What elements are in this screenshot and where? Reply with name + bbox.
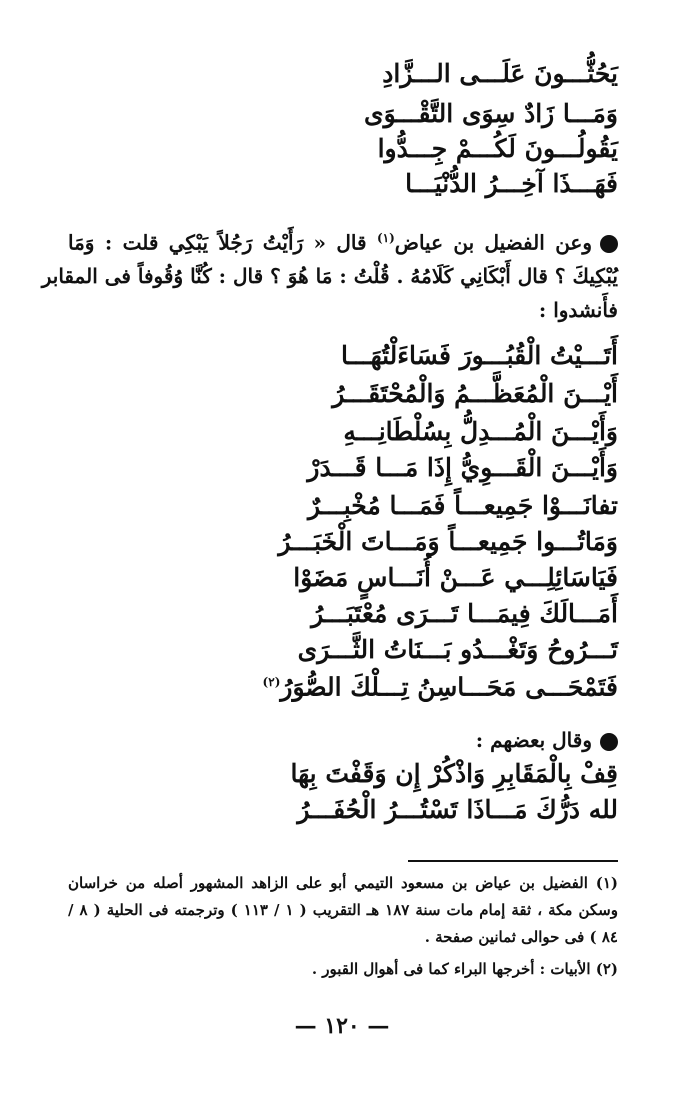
verse-line [263,666,618,703]
prose-text: وقال بعضهم : [475,728,592,752]
footnote-ref: (١) [376,231,395,245]
verse-line: وَمَـــا زَادٌ سِوَى التَّقْـــوَى [364,99,618,128]
prose-line [476,724,618,756]
prose-text: وعن الفضيل بن عياض [394,230,593,255]
footnote-separator [408,860,618,862]
verse-line: قِفْ بِالْمَقَابِرِ وَاذْكُرْ إِن وَقَفْتَ بِهَا [290,759,618,788]
verse-line: أَتَـــيْتُ الْقُبُـــورَ فَسَاءَلْتُهَـــا [341,341,618,370]
prose-text: قال « رَأَيْتُ رَجُلاً يَبْكِي قلت : وَمَا [68,230,367,255]
verse-line: وَمَاتُـــوا جَمِيعـــاً وَمَـــاتَ الْخَبَـــرُ [278,527,618,556]
verse-line: يَقُولُـــونَ لَكُـــمْ جِـــدُّوا [377,134,618,163]
bullet-icon [600,235,618,253]
prose-line [68,222,618,259]
verse-line: أَمَـــالَكَ فِيمَـــا تَـــرَى مُعْتَبَـــرُ [311,599,618,628]
prose-line: فأَنشدوا : [538,298,618,322]
verse-line: وَأَيْـــنَ الْقَـــوِيُّ إِذَا مَـــا قَـــدَرْ [307,453,618,482]
verse-line: فَيَاسَائِلِـــي عَـــنْ أُنَـــاسٍ مَضَوْا [293,563,618,592]
verse-line: تفانَـــوْا جَمِيعـــاً فَمَـــا مُخْبِـــرٌ [307,491,618,520]
page-number: — ١٢٠ — [294,1013,390,1039]
verse-line: لله دَرُّكَ مَـــاذَا تَسْتُـــرُ الْحُفَـــرُ [297,795,618,824]
verse-line: تَـــرُوحُ وَتَغْـــدُو بَـــنَاتُ الثَّـــرَى [297,635,618,664]
footnote: (٢) الأبيات : أخرجها البراء كما فى أهوال القبور . [311,960,618,978]
verse-line: وَأَيْـــنَ الْمُـــدِلُّ بِسُلْطَانِـــهِ [343,417,618,446]
bullet-icon [600,733,618,751]
footnote-ref: (٢) [262,675,281,689]
verse-text: فَتَمْحَـــى مَحَـــاسِنُ تِـــلْكَ الصُّوَرُ [280,672,618,702]
verse-line: يَحُثُّـــونَ عَلَـــى الـــزَّادِ [382,59,618,88]
footnote: (١) الفضيل بن عياض بن مسعود التيمي أبو على الزاهد المشهور أصله من خراسان وسكن مكة ، ثقة إمام مات سنة ١٨٧ هـ التقريب ( ١ / ١١٣ ) وترجمته فى الحلية ( ٨ / ٨٤ ) فى حوالى ثمانين صفحة . [68,874,618,946]
verse-line: أَيْـــنَ الْمُعَظَّـــمُ وَالْمُحْتَقَـــرُ [332,379,618,408]
prose-line: يُبْكِيكَ ؟ قال أَبْكَانِي كَلَامُهُ . قُلْتُ : مَا هُوَ ؟ قال : كُنَّا وُقُوفاً فى المقابر [41,264,618,288]
verse-line: فَهَـــذَا آخِـــرُ الدُّنْيَـــا [405,169,618,198]
